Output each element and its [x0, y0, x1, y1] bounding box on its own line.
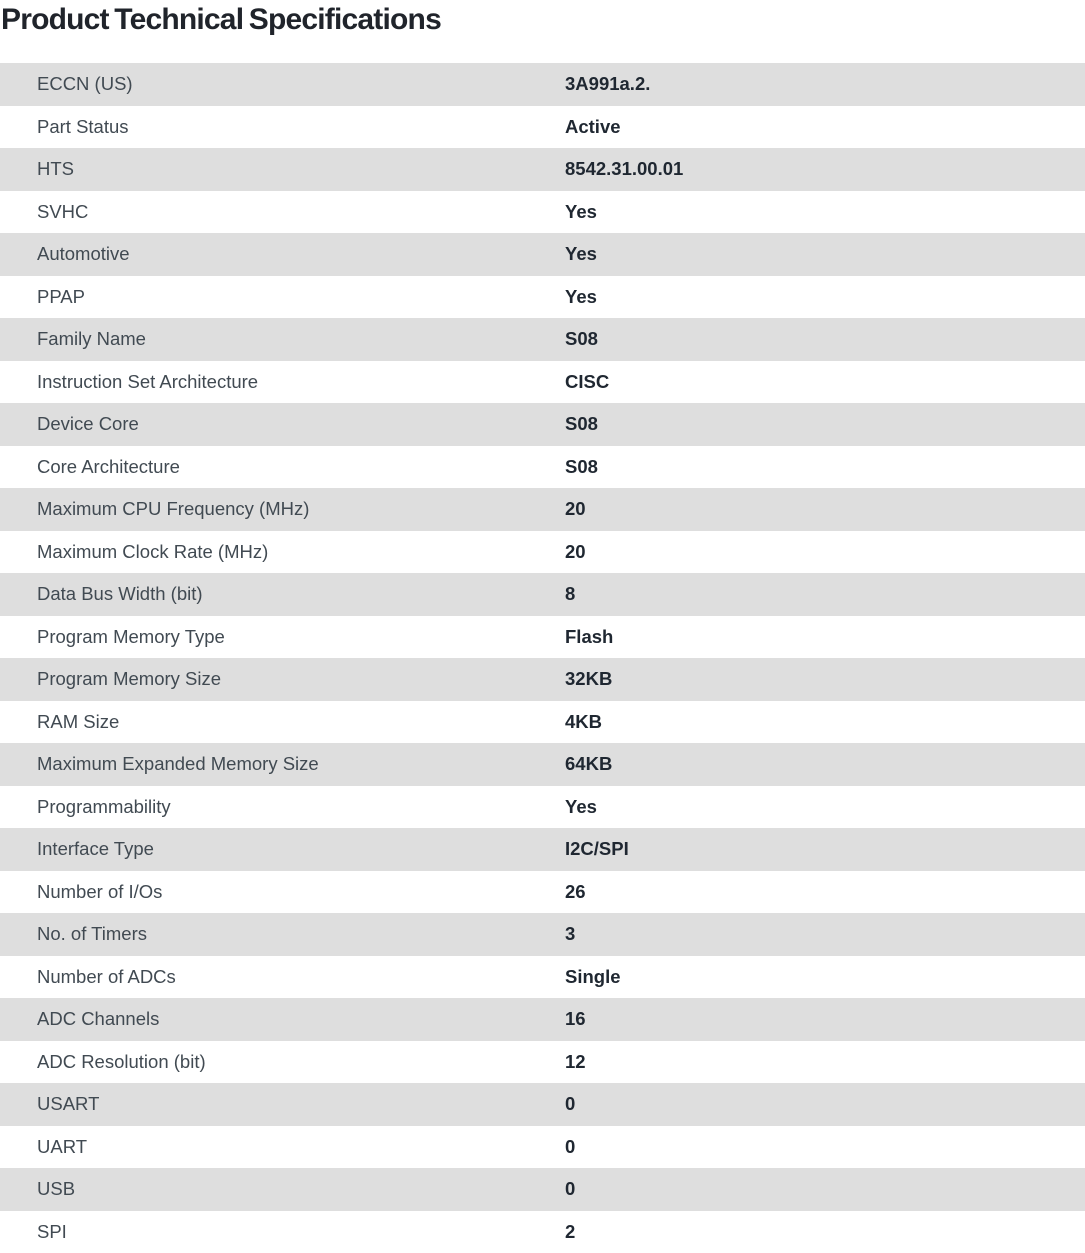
spec-row — [0, 403, 1085, 446]
spec-label: Instruction Set Architecture — [0, 373, 565, 392]
spec-row — [0, 1041, 1085, 1084]
spec-value: 26 — [565, 883, 1085, 902]
spec-row — [0, 148, 1085, 191]
spec-value: 8542.31.00.01 — [565, 160, 1085, 179]
spec-label: Family Name — [0, 330, 565, 349]
spec-row — [0, 743, 1085, 786]
spec-label: Number of I/Os — [0, 883, 565, 902]
spec-row — [0, 998, 1085, 1041]
spec-label: Program Memory Size — [0, 670, 565, 689]
spec-row — [0, 1083, 1085, 1126]
spec-value: 64KB — [565, 755, 1085, 774]
spec-row — [0, 956, 1085, 999]
spec-value: Single — [565, 968, 1085, 987]
page-title: Product Technical Specifications — [1, 3, 441, 37]
spec-label: Maximum Clock Rate (MHz) — [0, 543, 565, 562]
spec-value: 32KB — [565, 670, 1085, 689]
spec-row — [0, 531, 1085, 574]
spec-row — [0, 63, 1085, 106]
spec-label: HTS — [0, 160, 565, 179]
spec-row — [0, 1168, 1085, 1211]
spec-row — [0, 106, 1085, 149]
spec-label: UART — [0, 1138, 565, 1157]
spec-value: Active — [565, 118, 1085, 137]
spec-row — [0, 191, 1085, 234]
spec-value: 3 — [565, 925, 1085, 944]
spec-label: SVHC — [0, 203, 565, 222]
spec-label: Data Bus Width (bit) — [0, 585, 565, 604]
spec-label: RAM Size — [0, 713, 565, 732]
spec-value: 20 — [565, 500, 1085, 519]
spec-label: Maximum Expanded Memory Size — [0, 755, 565, 774]
spec-label: ECCN (US) — [0, 75, 565, 94]
spec-label: Program Memory Type — [0, 628, 565, 647]
spec-row — [0, 488, 1085, 531]
spec-label: Core Architecture — [0, 458, 565, 477]
spec-value: Yes — [565, 245, 1085, 264]
spec-value: 0 — [565, 1180, 1085, 1199]
spec-value: S08 — [565, 330, 1085, 349]
spec-row — [0, 701, 1085, 744]
spec-label: Programmability — [0, 798, 565, 817]
spec-row — [0, 573, 1085, 616]
spec-value: 20 — [565, 543, 1085, 562]
spec-value: 12 — [565, 1053, 1085, 1072]
spec-value: S08 — [565, 458, 1085, 477]
spec-row — [0, 233, 1085, 276]
spec-label: Part Status — [0, 118, 565, 137]
spec-label: No. of Timers — [0, 925, 565, 944]
spec-label: Maximum CPU Frequency (MHz) — [0, 500, 565, 519]
spec-value: 16 — [565, 1010, 1085, 1029]
spec-row — [0, 1126, 1085, 1169]
spec-value: 8 — [565, 585, 1085, 604]
spec-row — [0, 276, 1085, 319]
spec-row — [0, 616, 1085, 659]
spec-row — [0, 871, 1085, 914]
spec-value: 2 — [565, 1223, 1085, 1242]
spec-row — [0, 318, 1085, 361]
spec-label: Automotive — [0, 245, 565, 264]
spec-label: Number of ADCs — [0, 968, 565, 987]
spec-value: 3A991a.2. — [565, 75, 1085, 94]
spec-row — [0, 786, 1085, 829]
spec-label: Interface Type — [0, 840, 565, 859]
spec-row — [0, 1211, 1085, 1253]
spec-row — [0, 658, 1085, 701]
spec-row — [0, 828, 1085, 871]
spec-value: 0 — [565, 1095, 1085, 1114]
spec-table — [0, 63, 1085, 1253]
spec-row — [0, 446, 1085, 489]
spec-value: CISC — [565, 373, 1085, 392]
spec-label: Device Core — [0, 415, 565, 434]
spec-row — [0, 913, 1085, 956]
spec-value: S08 — [565, 415, 1085, 434]
spec-label: USART — [0, 1095, 565, 1114]
spec-value: I2C/SPI — [565, 840, 1085, 859]
spec-row — [0, 361, 1085, 404]
spec-value: Flash — [565, 628, 1085, 647]
spec-value: Yes — [565, 288, 1085, 307]
spec-value: 4KB — [565, 713, 1085, 732]
spec-label: SPI — [0, 1223, 565, 1242]
spec-value: Yes — [565, 203, 1085, 222]
spec-label: PPAP — [0, 288, 565, 307]
spec-value: Yes — [565, 798, 1085, 817]
spec-label: ADC Resolution (bit) — [0, 1053, 565, 1072]
spec-label: USB — [0, 1180, 565, 1199]
spec-value: 0 — [565, 1138, 1085, 1157]
spec-label: ADC Channels — [0, 1010, 565, 1029]
